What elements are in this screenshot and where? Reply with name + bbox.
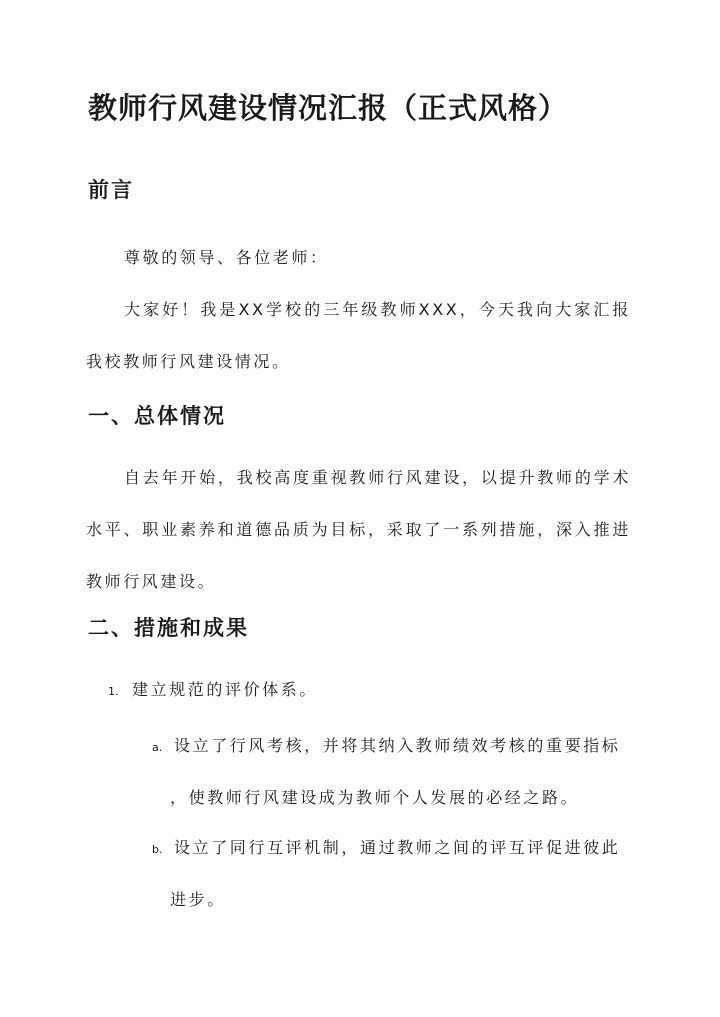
- intro-paragraph: 大家好！我是XX学校的三年级教师XXX，今天我向大家汇报我校教师行风建设情况。: [86, 300, 631, 371]
- sub-item-b-line2: 进步。: [170, 890, 226, 909]
- sub-item-a-marker: a.: [152, 741, 163, 754]
- section2-heading: 二、措施和成果: [88, 615, 249, 640]
- greeting-paragraph: 尊敬的领导、各位老师：: [124, 248, 329, 267]
- list-item-1: [108, 664, 318, 716]
- list-item-1-text: 建立规范的评价体系。: [132, 680, 319, 699]
- sub-item-b-line1: 设立了同行互评机制，通过教师之间的评互评促进彼此: [174, 838, 621, 857]
- document-title: 教师行风建设情况汇报（正式风格）: [88, 91, 569, 125]
- sub-item-a-line2: ，使教师行风建设成为教师个人发展的必经之路。: [170, 788, 580, 807]
- sub-item-a: [152, 720, 620, 824]
- section1-paragraph: 自去年开始，我校高度重视教师行风建设，以提升教师的学术水平、职业素养和道德品质为目标，采取了一系列措施，深入推进教师行风建设。: [86, 468, 631, 591]
- sub-item-b-marker: b.: [152, 843, 163, 856]
- sub-item-b: [152, 822, 620, 926]
- sub-item-a-line1: 设立了行风考核，并将其纳入教师绩效考核的重要指标: [174, 736, 621, 755]
- section1-heading: 一、总体情况: [88, 403, 226, 428]
- preface-heading: 前言: [88, 177, 134, 202]
- list-item-1-marker: 1.: [108, 685, 119, 698]
